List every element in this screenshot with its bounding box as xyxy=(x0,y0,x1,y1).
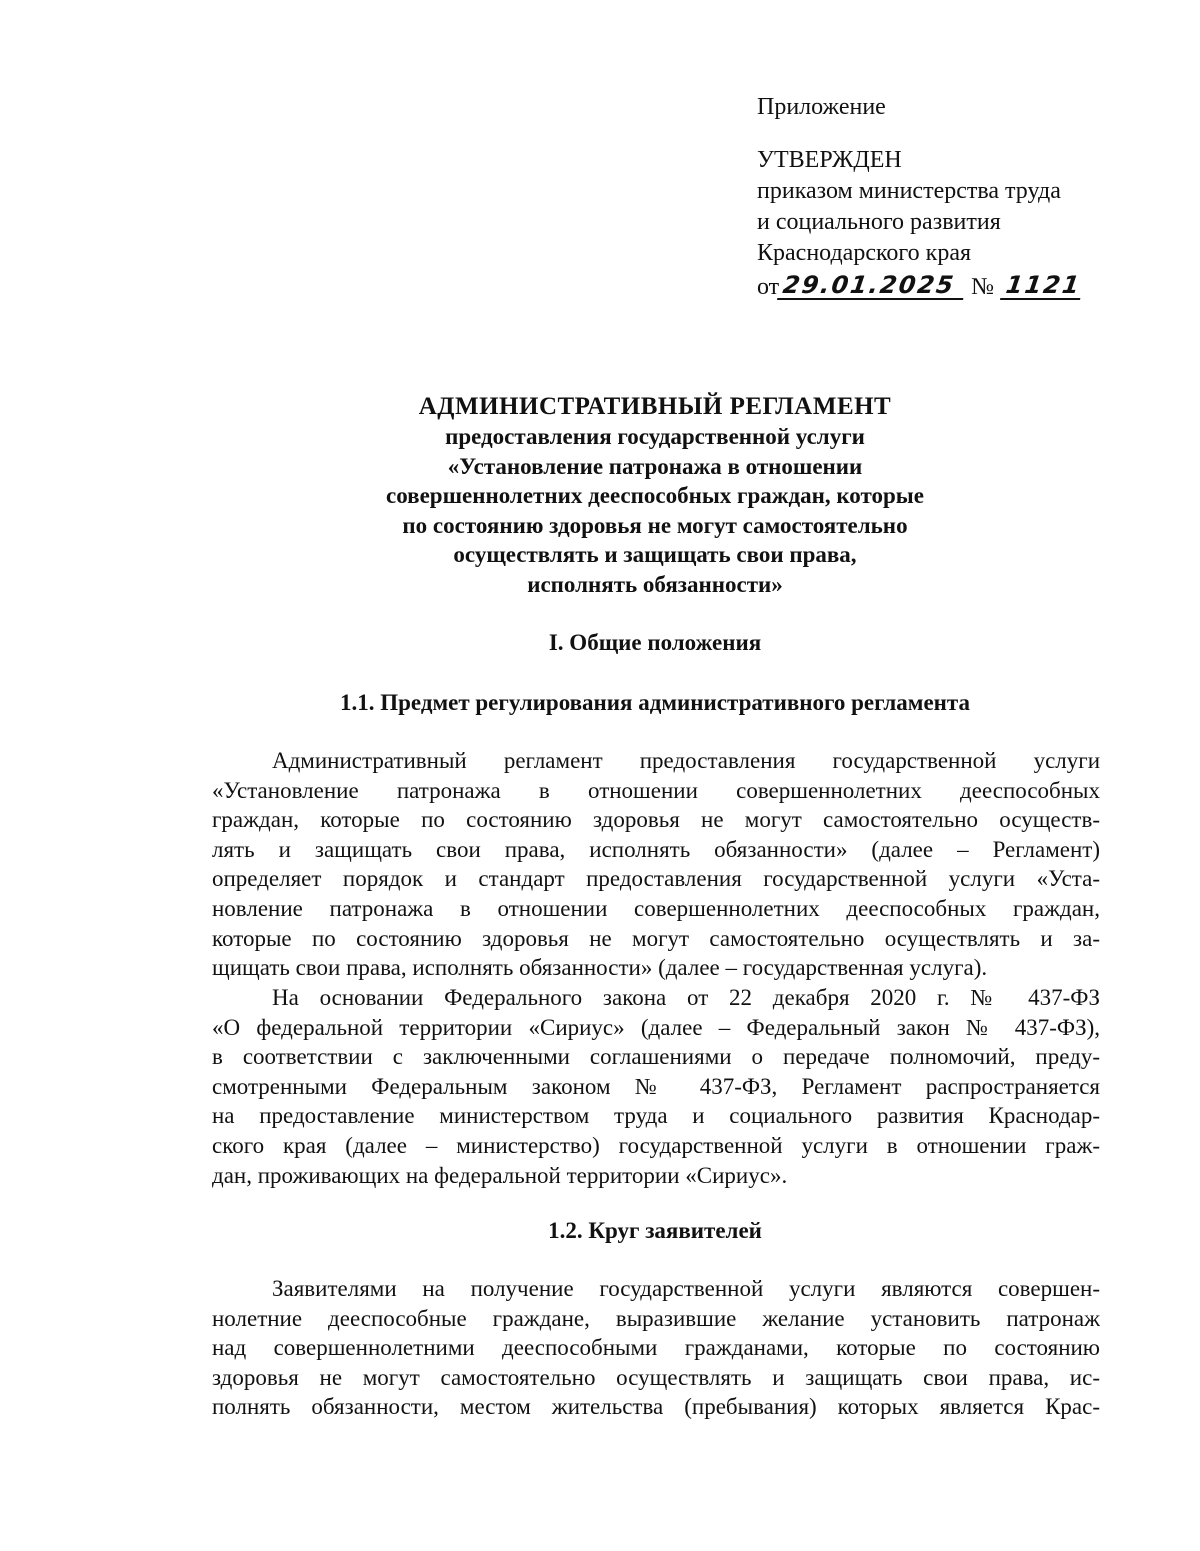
document-title xyxy=(150,392,1160,599)
paragraph-line: Административный регламент предоставления государственной услуги xyxy=(272,748,1100,773)
section-heading-1-1: 1.1. Предмет регулирования административного регламента xyxy=(339,690,971,715)
paragraph-line: на предоставление министерством труда и социального развития Краснодар- xyxy=(212,1103,1100,1129)
title-sub-line: совершеннолетних дееспособных граждан, которые xyxy=(386,483,924,508)
from-label: от xyxy=(757,274,780,300)
paragraph-1 xyxy=(212,746,1100,983)
approval-line-1: приказом министерства труда xyxy=(757,178,1061,204)
paragraph-line: лять и защищать свои права, исполнять обязанности» (далее – Регламент) xyxy=(212,836,1100,862)
paragraph-line: На основании Федерального закона от 22 декабря 2020 г. № 437-ФЗ xyxy=(272,985,1100,1010)
paragraph-line: дан, проживающих на федеральной территории «Сириус». xyxy=(212,1162,788,1188)
section-heading-1: I. Общие положения xyxy=(548,630,762,655)
paragraph-line: в соответствии с заключенными соглашениями о передаче полномочий, преду- xyxy=(212,1044,1100,1070)
paragraph-line: которые по состоянию здоровья не могут самостоятельно осуществлять и за- xyxy=(212,925,1100,951)
paragraph-line: над совершеннолетними дееспособными гражданами, которые по состоянию xyxy=(212,1335,1100,1361)
paragraph-line: Заявителями на получение государственной услуги являются совершен- xyxy=(272,1276,1100,1301)
title-sub-line: «Установление патронажа в отношении xyxy=(447,453,863,479)
appendix-label: Приложение xyxy=(757,94,886,120)
paragraph-line: здоровья не могут самостоятельно осуществлять и защищать свои права, ис- xyxy=(212,1364,1100,1390)
title-sub-line: исполнять обязанности» xyxy=(527,571,783,597)
handwritten-number: 1121 xyxy=(1000,272,1084,300)
paragraph-3 xyxy=(212,1274,1100,1422)
number-label: № xyxy=(971,274,995,300)
paragraph-line: «О федеральной территории «Сириус» (далее – Федеральный закон № 437-ФЗ), xyxy=(212,1014,1100,1040)
order-date-number-line xyxy=(757,269,1137,300)
handwritten-date: 29.01.2025 xyxy=(777,272,967,300)
title-main: АДМИНИСТРАТИВНЫЙ РЕГЛАМЕНТ xyxy=(418,393,892,420)
paragraph-2 xyxy=(212,983,1100,1190)
section-heading-1-2: 1.2. Круг заявителей xyxy=(548,1218,762,1243)
title-sub-line: по состоянию здоровья не могут самостоятельно xyxy=(402,512,908,538)
approved-label: УТВЕРЖДЕН xyxy=(757,147,902,173)
approval-block xyxy=(757,92,1137,300)
paragraph-line: полнять обязанности, местом жительства (пребывания) которых является Крас- xyxy=(212,1394,1100,1420)
paragraph-line: нолетние дееспособные граждане, выразившие желание установить патронаж xyxy=(212,1305,1100,1331)
title-sub-line: осуществлять и защищать свои права, xyxy=(453,542,857,567)
paragraph-line: смотренными Федеральным законом № 437-ФЗ, Регламент распространяется xyxy=(212,1073,1100,1099)
paragraph-line: граждан, которые по состоянию здоровья не могут самостоятельно осуществ- xyxy=(212,807,1100,833)
title-sub-line: предоставления государственной услуги xyxy=(445,424,865,449)
approval-line-2: и социального развития xyxy=(757,209,1001,235)
paragraph-line: новление патронажа в отношении совершеннолетних дееспособных граждан, xyxy=(212,895,1100,921)
paragraph-line: определяет порядок и стандарт предоставления государственной услуги «Уста- xyxy=(212,866,1100,892)
paragraph-line: ского края (далее – министерство) государственной услуги в отношении граж- xyxy=(212,1132,1100,1158)
paragraph-line: «Установление патронажа в отношении совершеннолетних дееспособных xyxy=(212,777,1100,803)
approval-line-3: Краснодарского края xyxy=(757,240,972,266)
paragraph-line: щищать свои права, исполнять обязанности» (далее – государственная услуга). xyxy=(212,955,988,981)
